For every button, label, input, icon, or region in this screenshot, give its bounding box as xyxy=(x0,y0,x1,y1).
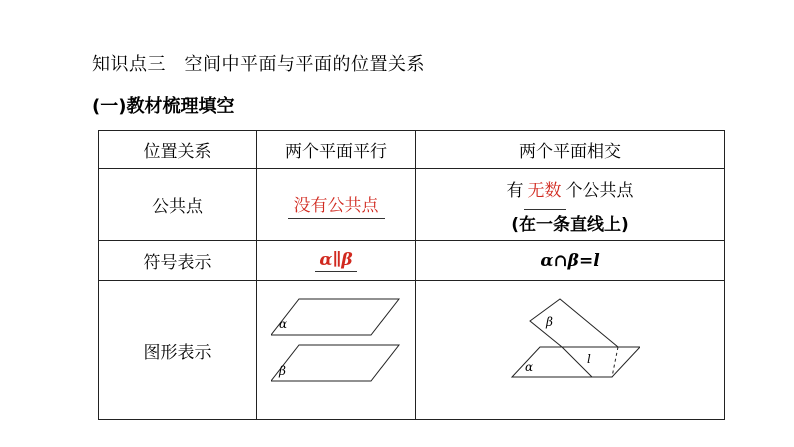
lower-plane-label: β xyxy=(279,363,286,378)
intersection-line-label: l xyxy=(587,351,591,366)
parallel-common-points-answer: 没有公共点 xyxy=(288,191,385,219)
row-label-notation: 符号表示 xyxy=(99,241,257,281)
parallel-notation-cell xyxy=(257,241,416,281)
upper-plane-label: α xyxy=(279,316,288,331)
intersect-figure-cell xyxy=(416,281,725,420)
table-row-common-points xyxy=(99,169,725,241)
parallel-common-points-cell xyxy=(257,169,416,241)
row-label-figure: 图形表示 xyxy=(99,281,257,420)
parallel-planes-figure xyxy=(271,293,401,403)
intersect-common-points-line xyxy=(416,174,724,210)
section-heading: 知识点三 空间中平面与平面的位置关系 xyxy=(92,54,425,75)
intersect-note: (在一条直线上) xyxy=(511,215,629,235)
slanted-plane-hidden-edges xyxy=(592,347,618,377)
upper-plane-shape xyxy=(271,299,399,335)
intersecting-planes-figure xyxy=(500,293,640,403)
intersect-prefix: 有 xyxy=(506,181,524,201)
header-cell-parallel: 两个平面平行 xyxy=(257,131,416,169)
horizontal-plane-label: α xyxy=(525,359,534,374)
section-subheading: (一)教材梳理填空 xyxy=(92,96,235,117)
lower-plane-shape xyxy=(271,345,399,381)
row-label-common-points: 公共点 xyxy=(99,169,257,241)
header-cell-relation: 位置关系 xyxy=(99,131,257,169)
table-row-figure xyxy=(99,281,725,420)
slanted-plane-upper-edges xyxy=(530,299,618,347)
table-row-notation xyxy=(99,241,725,281)
parallel-figure-cell xyxy=(257,281,416,420)
intersect-common-points-cell xyxy=(416,169,725,241)
intersect-common-points-answer: 无数 xyxy=(524,174,566,210)
plane-relations-table xyxy=(98,130,725,420)
parallel-notation-answer: α∥β xyxy=(315,250,356,272)
intersect-suffix: 个公共点 xyxy=(565,181,634,201)
slanted-plane-label: β xyxy=(546,314,553,329)
intersect-notation-cell xyxy=(416,241,725,281)
header-cell-intersect: 两个平面相交 xyxy=(416,131,725,169)
table-header-row xyxy=(99,131,725,169)
intersect-notation: α∩β=l xyxy=(540,250,600,271)
